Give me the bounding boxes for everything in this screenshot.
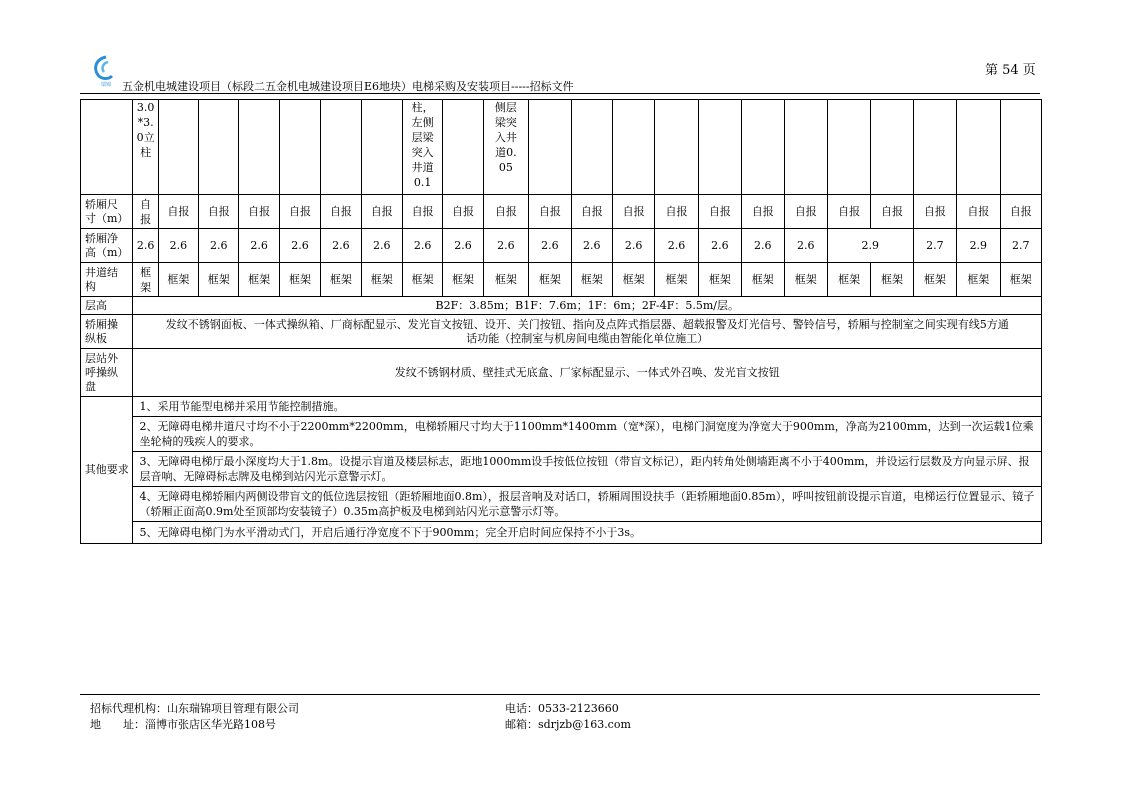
cab-size-value: 自报 — [133, 195, 158, 229]
table-cell — [321, 100, 361, 195]
cab-height-value: 2.6 — [321, 229, 361, 263]
table-row-cab-height — [81, 229, 1042, 263]
requirement-item: 5、无障碍电梯门为水平滑动式门，开启后通行净宽度不下于900mm；完全开启时间应保持不小于3s。 — [133, 522, 1042, 544]
shaft-value: 框架 — [1000, 263, 1041, 297]
top-cell-col9: 柱，左侧层梁突入井道0.1 — [402, 100, 442, 195]
requirement-item: 3、无障碍电梯厅最小深度均大于1.8m。设提示盲道及楼层标志，距地1000mm设手按低位按钮（带盲文标记），距内转角处侧墙距离不小于400mm，并设运行层数及方向显示屏、报层音响、无障碍标志牌及电梯到站闪光示意警示灯。 — [133, 452, 1042, 487]
cab-size-value: 自报 — [957, 195, 1000, 229]
cab-height-value: 2.6 — [483, 229, 528, 263]
logo-text: 瑞锦 — [100, 82, 112, 88]
cab-size-value: 自报 — [784, 195, 827, 229]
cab-size-value: 自报 — [742, 195, 784, 229]
page-number: 第 54 页 — [985, 63, 1036, 78]
cab-size-value: 自报 — [529, 195, 571, 229]
row-label: 轿厢尺寸（m） — [81, 195, 133, 229]
table-cell — [827, 100, 870, 195]
table-row-shaft — [81, 263, 1042, 297]
header-divider — [80, 93, 1040, 94]
shaft-value: 框架 — [199, 263, 239, 297]
shaft-value: 框架 — [571, 263, 612, 297]
shaft-value: 框架 — [279, 263, 320, 297]
shaft-value: 框架 — [957, 263, 1000, 297]
table-row-hall-panel — [81, 349, 1042, 397]
cab-height-value: 2.6 — [571, 229, 612, 263]
table-cell — [871, 100, 913, 195]
shaft-value: 框架 — [612, 263, 654, 297]
cab-size-value: 自报 — [698, 195, 741, 229]
table-cell — [913, 100, 956, 195]
cab-height-value: 2.6 — [199, 229, 239, 263]
row-label: 层站外呼操纵盘 — [81, 349, 133, 397]
company-logo — [90, 54, 122, 88]
shaft-value: 框架 — [655, 263, 698, 297]
shaft-value: 框架 — [443, 263, 483, 297]
cab-size-value: 自报 — [827, 195, 870, 229]
table-cell — [279, 100, 320, 195]
table-cell — [1000, 100, 1041, 195]
footer-address: 地 址：淄博市张店区华光路108号 — [90, 718, 276, 731]
footer-divider — [80, 694, 1040, 695]
shaft-value: 框架 — [361, 263, 402, 297]
shaft-value: 框架 — [742, 263, 784, 297]
table-row-other-3 — [81, 452, 1042, 487]
table-row-floor-height — [81, 297, 1042, 315]
table-cell — [81, 100, 133, 195]
cab-height-value: 2.6 — [529, 229, 571, 263]
shaft-value: 框架 — [529, 263, 571, 297]
cab-height-value: 2.6 — [655, 229, 698, 263]
requirement-item: 2、无障碍电梯井道尺寸均不小于2200mm*2200mm，电梯轿厢尺寸均大于1100mm*1400mm（宽*深），电梯门洞宽度为净宽大于900mm，净高为2100mm，达到一次运载1位乘坐轮椅的残疾人的要求。 — [133, 417, 1042, 452]
hall-panel-value: 发纹不锈钢材质、壁挂式无底盒、厂家标配显示、一体式外召唤、发光盲文按钮 — [133, 349, 1042, 397]
cab-size-value: 自报 — [612, 195, 654, 229]
cab-size-value: 自报 — [913, 195, 956, 229]
elevator-spec-table — [80, 99, 1042, 544]
cab-size-value: 自报 — [199, 195, 239, 229]
requirement-item: 4、无障碍电梯轿厢内两侧设带盲文的低位选层按钮（距轿厢地面0.8m），报层音响及对话口，轿厢周围设扶手（距轿厢地面0.85m），呼叫按钮前设提示盲道，电梯运行位置显示、镜子（轿厢正面高0.9m处至顶部均安装镜子）0.35m高护板及电梯到站闪光示意警示灯等。 — [133, 487, 1042, 522]
cab-size-value: 自报 — [361, 195, 402, 229]
cab-size-value: 自报 — [321, 195, 361, 229]
table-cell — [361, 100, 402, 195]
cab-height-value: 2.9 — [957, 229, 1000, 263]
cab-size-value: 自报 — [402, 195, 442, 229]
cab-size-value: 自报 — [655, 195, 698, 229]
shaft-value: 框架 — [402, 263, 442, 297]
cab-size-value: 自报 — [571, 195, 612, 229]
cab-height-value: 2.9 — [827, 229, 913, 263]
cab-size-value: 自报 — [871, 195, 913, 229]
cab-height-value: 2.6 — [158, 229, 198, 263]
table-row-car-panel — [81, 315, 1042, 349]
cab-size-value: 自报 — [279, 195, 320, 229]
table-cell — [698, 100, 741, 195]
cab-height-value: 2.6 — [698, 229, 741, 263]
row-label: 井道结构 — [81, 263, 133, 297]
table-cell — [742, 100, 784, 195]
top-cell-col11: 侧层梁突入井道0.05 — [483, 100, 528, 195]
table-row-other-4 — [81, 487, 1042, 522]
floor-height-value: B2F：3.85m；B1F：7.6m；1F：6m；2F-4F：5.5m/层。 — [133, 297, 1042, 315]
shaft-value: 框架 — [133, 263, 158, 297]
shaft-value: 框架 — [913, 263, 956, 297]
table-row-other-5 — [81, 522, 1042, 544]
footer-agency: 招标代理机构：山东瑞锦项目管理有限公司 — [90, 702, 299, 715]
table-cell — [443, 100, 483, 195]
table-cell — [529, 100, 571, 195]
cab-height-value: 2.6 — [239, 229, 279, 263]
requirement-item: 1、采用节能型电梯并采用节能控制措施。 — [133, 397, 1042, 417]
car-panel-value: 发纹不锈钢面板、一体式操纵箱、厂商标配显示、发光盲文按钮、设开、关门按钮、指向及点阵式指层器、超载报警及灯光信号、警铃信号，轿厢与控制室之间实现有线5方通话功能（控制室与机房间电缆由智能化单位施工） — [133, 315, 1042, 349]
table-cell — [655, 100, 698, 195]
shaft-value: 框架 — [239, 263, 279, 297]
table-row-other-2 — [81, 417, 1042, 452]
table-cell — [239, 100, 279, 195]
shaft-value: 框架 — [483, 263, 528, 297]
cab-height-value: 2.6 — [784, 229, 827, 263]
table-row-other-1 — [81, 397, 1042, 417]
shaft-value: 框架 — [158, 263, 198, 297]
table-row-top — [81, 100, 1042, 195]
table-row-cab-size — [81, 195, 1042, 229]
cab-height-value: 2.6 — [612, 229, 654, 263]
row-label: 其他要求 — [81, 397, 133, 544]
cab-height-value: 2.6 — [443, 229, 483, 263]
table-cell — [784, 100, 827, 195]
cab-height-value: 2.7 — [913, 229, 956, 263]
row-label: 轿厢操纵板 — [81, 315, 133, 349]
cab-size-value: 自报 — [443, 195, 483, 229]
shaft-value: 框架 — [784, 263, 827, 297]
top-cell-first: 3.0*3.0立柱 — [133, 100, 158, 195]
shaft-value: 框架 — [321, 263, 361, 297]
cab-height-value: 2.6 — [742, 229, 784, 263]
shaft-value: 框架 — [827, 263, 870, 297]
shaft-value: 框架 — [871, 263, 913, 297]
cab-size-value: 自报 — [1000, 195, 1041, 229]
cab-size-value: 自报 — [483, 195, 528, 229]
table-cell — [612, 100, 654, 195]
cab-size-value: 自报 — [239, 195, 279, 229]
cab-height-value: 2.6 — [402, 229, 442, 263]
cab-height-value: 2.6 — [361, 229, 402, 263]
footer-phone: 电话：0533-2123660 — [505, 702, 619, 715]
footer-email: 邮箱：sdrjzb@163.com — [505, 718, 631, 731]
table-cell — [571, 100, 612, 195]
shaft-value: 框架 — [698, 263, 741, 297]
table-cell — [199, 100, 239, 195]
cab-height-value: 2.7 — [1000, 229, 1041, 263]
row-label: 轿厢净高（m） — [81, 229, 133, 263]
cab-height-value: 2.6 — [133, 229, 158, 263]
cab-size-value: 自报 — [158, 195, 198, 229]
document-title: 五金机电城建设项目（标段二五金机电城建设项目E6地块）电梯采购及安装项目-----招标文件 — [122, 80, 574, 93]
table-cell — [957, 100, 1000, 195]
cab-height-value: 2.6 — [279, 229, 320, 263]
table-cell — [158, 100, 198, 195]
row-label: 层高 — [81, 297, 133, 315]
